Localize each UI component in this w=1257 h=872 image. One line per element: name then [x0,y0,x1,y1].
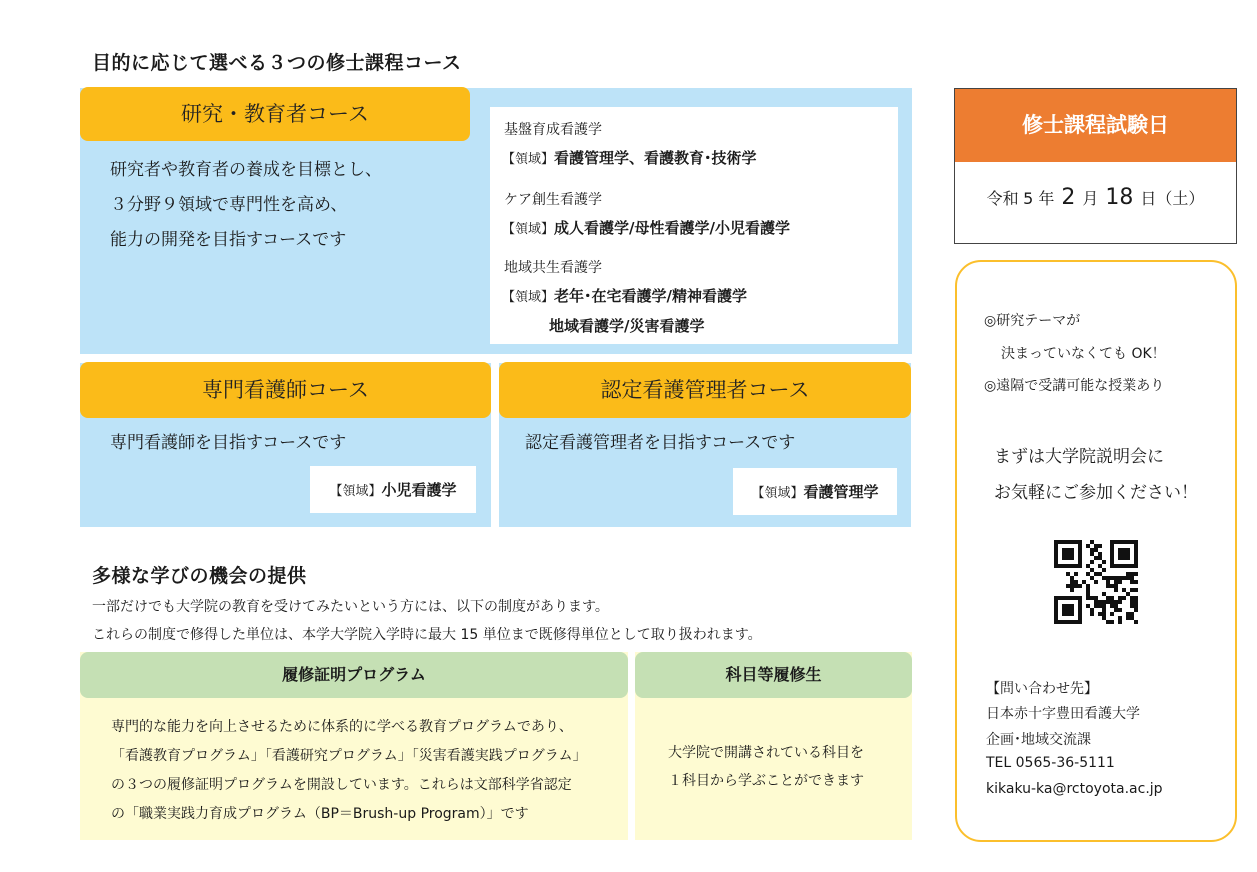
exam-box [954,88,1237,244]
field-areas-3: 【領域】老年･在宅看護学/精神看護学 [502,287,747,305]
contact-university: 日本赤十字豊田看護大学 [986,706,1140,722]
exam-date: 令和 5 年 2 月 18 日（土） [986,185,1205,210]
program-line-2: 「看護教育プログラム」「看護研究プログラム」「災害看護実践プログラム」 [111,748,587,764]
subject-title: 科目等履修生 [635,652,912,698]
field-category-2: ケア創生看護学 [504,192,602,208]
contact-department: 企画･地域交流課 [986,732,1091,748]
subject-line-1: 大学院で開講されている科目を [668,745,864,761]
research-course-desc-2: ３分野９領域で専門性を高め、 [110,195,348,215]
research-course-desc-1: 研究者や教育者の養成を目標とし、 [110,160,382,180]
note-1b: 決まっていなくても OK！ [1001,346,1166,362]
field-category-1: 基盤育成看護学 [504,122,602,138]
research-course-desc-3: 能力の開発を目指すコースです [110,230,347,250]
qr-module [1134,620,1138,624]
admin-course-desc: 認定看護管理者を目指すコースです [525,433,796,453]
learning-intro-1: 一部だけでも大学院の教育を受けてみたいという方には、以下の制度があります。 [92,599,609,615]
program-line-1: 専門的な能力を向上させるために体系的に学べる教育プログラムであり、 [111,719,573,735]
learning-heading: 多様な学びの機会の提供 [92,565,307,587]
admin-field-box: 【領域】看護管理学 [733,468,897,515]
note-1a: ◎研究テーマが [984,313,1081,329]
field-areas-3b: 地域看護学/災害看護学 [549,317,705,335]
research-fields-box [490,107,898,344]
invite-1: まずは大学院説明会に [994,447,1164,467]
research-course-title: 研究・教育者コース [80,87,470,141]
admin-course-title: 認定看護管理者コース [499,362,911,418]
contact-email[interactable]: kikaku-ka@rctoyota.ac.jp [986,781,1163,797]
exam-title: 修士課程試験日 [955,89,1236,162]
program-title: 履修証明プログラム [80,652,628,698]
field-areas-1: 【領域】看護管理学、看護教育･技術学 [502,149,757,167]
invite-2: お気軽にご参加ください！ [994,483,1198,503]
specialist-field-box: 【領域】小児看護学 [310,466,476,513]
contact-tel[interactable]: TEL 0565-36-5111 [986,755,1115,771]
note-2: ◎遠隔で受講可能な授業あり [984,378,1165,394]
program-line-4: の「職業実践力育成プログラム（BP＝Brush-up Program）」です [111,806,529,822]
qr-code-icon[interactable] [1054,540,1138,624]
field-areas-2: 【領域】成人看護学/母性看護学/小児看護学 [502,219,790,237]
courses-heading: 目的に応じて選べる３つの修士課程コース [92,52,462,74]
learning-intro-2: これらの制度で修得した単位は、本学大学院入学時に最大 15 単位まで既修得単位として取り扱われます。 [92,627,762,643]
program-line-3: の３つの履修証明プログラムを開設しています。これらは文部科学省認定 [111,777,572,793]
specialist-course-desc: 専門看護師を目指すコースです [110,433,347,453]
subject-line-2: １科目から学ぶことができます [668,773,864,789]
contact-title: 【問い合わせ先】 [986,681,1098,697]
field-category-3: 地域共生看護学 [504,260,602,276]
specialist-course-title: 専門看護師コース [80,362,491,418]
